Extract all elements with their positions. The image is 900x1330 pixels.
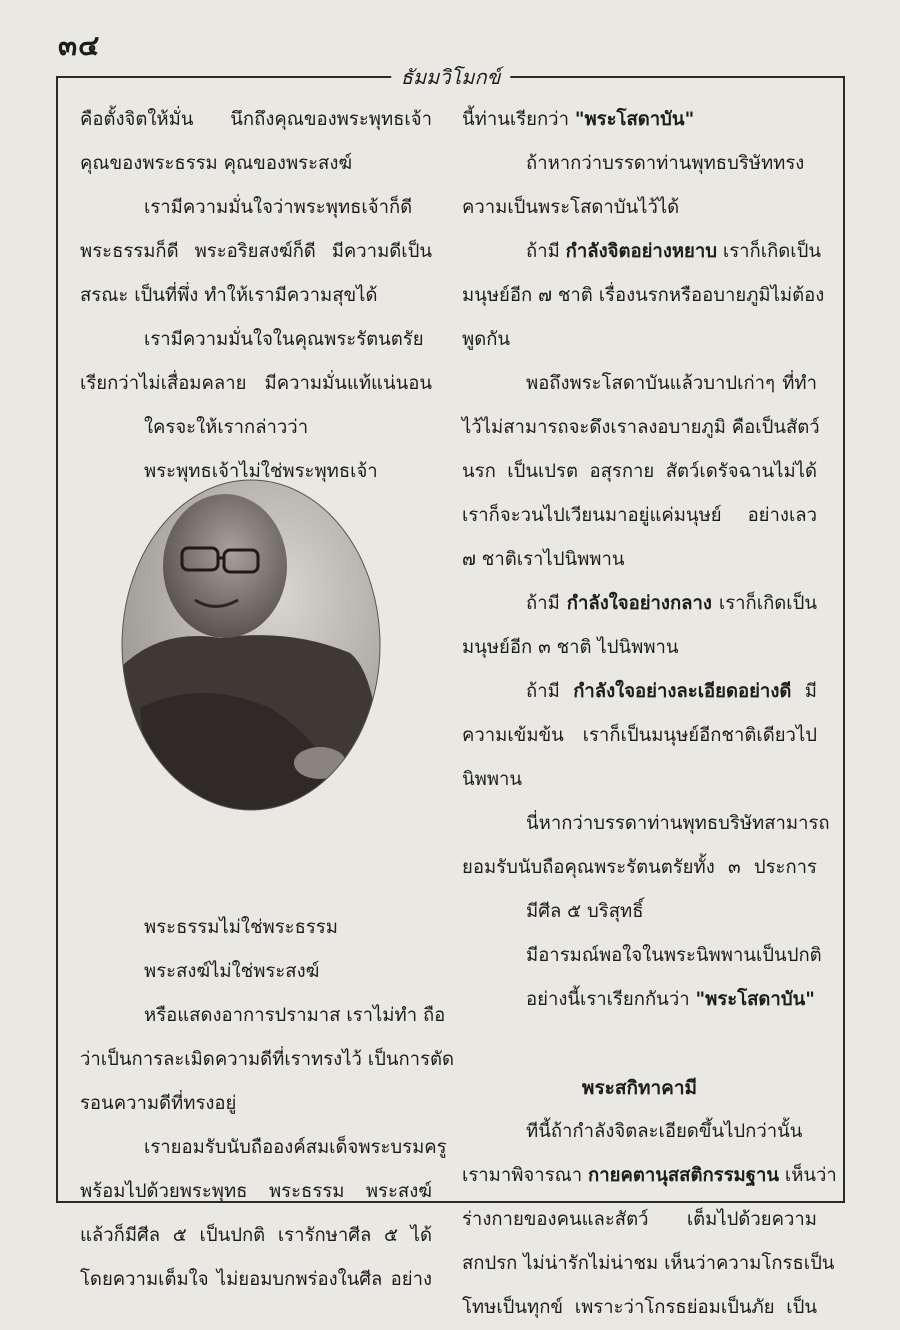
text-line: ว่าเป็นการละเมิดความดีที่เราทรงไว้ เป็นการตัด <box>80 1049 455 1070</box>
text-line: ร่างกายของคนและสัตว์ เต็มไปด้วยความ <box>462 1209 817 1230</box>
text-line: คุณของพระธรรม คุณของพระสงฆ์ <box>80 153 353 174</box>
text-line: ความเป็นพระโสดาบันไว้ได้ <box>462 197 680 218</box>
text-line: ทีนี้ถ้ากำลังจิตละเอียดขึ้นไปกว่านั้น <box>526 1121 803 1142</box>
text-line: ๗ ชาติเราไปนิพพาน <box>462 549 625 570</box>
text-line: มีศีล ๕ บริสุทธิ์ <box>526 901 644 922</box>
text-line: หรือแสดงอาการปรามาส เราไม่ทำ ถือ <box>144 1005 446 1026</box>
text-line: มีอารมณ์พอใจในพระนิพพานเป็นปกติ <box>526 945 822 966</box>
text-line: ถ้าหากว่าบรรดาท่านพุทธบริษัททรง <box>526 153 805 174</box>
text-line: นิพพาน <box>462 769 523 790</box>
emphasis-text: กำลังใจอย่างละเอียดอย่างดี <box>573 681 792 702</box>
text-line: ใครจะให้เรากล่าวว่า <box>144 417 309 438</box>
text-line: เราก็จะวนไปเวียนมาอยู่แค่มนุษย์ อย่างเลว <box>462 505 817 526</box>
emphasis-text: กายคตานุสสติกรรมฐาน <box>588 1165 779 1186</box>
text-line: แล้วก็มีศีล ๕ เป็นปกติ เรารักษาศีล ๕ ได้ <box>80 1225 432 1246</box>
text-frame <box>56 65 845 1318</box>
section-heading: พระสกิทาคามี <box>581 1077 698 1099</box>
text-line: เรามาพิจารณา กายคตานุสสติกรรมฐาน เห็นว่า <box>462 1165 837 1186</box>
emphasis-text: "พระโสดาบัน" <box>574 109 695 130</box>
text-line: พอถึงพระโสดาบันแล้วบาปเก่าๆ ที่ทำ <box>526 373 817 394</box>
text-line: พระพุทธเจ้าไม่ใช่พระพุทธเจ้า <box>144 461 378 482</box>
text-line: เรามีความมั่นใจว่าพระพุทธเจ้าก็ดี <box>144 197 413 218</box>
text-line: ยอมรับนับถือคุณพระรัตนตรัยทั้ง ๓ ประการ <box>462 857 817 878</box>
page-number: ๓๔ <box>58 29 101 62</box>
emphasis-text: กำลังจิตอย่างหยาบ <box>565 241 718 262</box>
right-column <box>462 98 837 1330</box>
text-line: มนุษย์อีก ๓ ชาติ ไปนิพพาน <box>462 637 679 658</box>
running-header: ธัมมวิโมกข์ <box>391 61 511 93</box>
text-line: พระธรรมก็ดี พระอริยสงฆ์ก็ดี มีความดีเป็น <box>80 241 432 262</box>
text-line: ถ้ามี กำลังใจอย่างกลาง เราก็เกิดเป็น <box>526 593 818 614</box>
text-line: เรียกว่าไม่เสื่อมคลาย มีความมั่นแท้แน่นอน <box>80 373 432 394</box>
text-line: สกปรก ไม่น่ารักไม่น่าชม เห็นว่าความโกรธเป็น <box>462 1253 835 1274</box>
emphasis-text: กำลังใจอย่างกลาง <box>566 593 712 614</box>
text-line: พร้อมไปด้วยพระพุทธ พระธรรม พระสงฆ์ <box>80 1181 432 1202</box>
text-line: ความเข้มข้น เราก็เป็นมนุษย์อีกชาติเดียวไป <box>462 725 817 746</box>
text-line: โดยความเต็มใจ ไม่ยอมบกพร่องในศีล อย่าง <box>80 1269 432 1290</box>
text-line: ถ้ามี กำลังใจอย่างละเอียดอย่างดี มี <box>526 681 817 702</box>
emphasis-text: "พระโสดาบัน" <box>695 989 815 1010</box>
text-line: โทษเป็นทุกข์ เพราะว่าโกรธย่อมเป็นภัย เป็น <box>462 1297 817 1318</box>
text-line: เรายอมรับนับถือองค์สมเด็จพระบรมครู <box>144 1137 447 1158</box>
text-line: อย่างนี้เราเรียกกันว่า "พระโสดาบัน" <box>526 989 815 1010</box>
monk-portrait-photo <box>120 478 382 812</box>
text-line: นี่หากว่าบรรดาท่านพุทธบริษัทสามารถ <box>526 813 830 834</box>
text-line: ไว้ไม่สามารถจะดึงเราลงอบายภูมิ คือเป็นสัตว์ <box>462 417 820 438</box>
text-line: คือตั้งจิตให้มั่น นึกถึงคุณของพระพุทธเจ้า <box>80 109 432 130</box>
text-line: ถ้ามี กำลังจิตอย่างหยาบ เราก็เกิดเป็น <box>526 241 822 262</box>
text-line: สรณะ เป็นที่พึ่ง ทำให้เรามีความสุขได้ <box>80 285 378 306</box>
text-line: เรามีความมั่นใจในคุณพระรัตนตรัย <box>144 329 424 350</box>
portrait-image <box>120 478 382 812</box>
text-line: นี้ท่านเรียกว่า "พระโสดาบัน" <box>462 109 695 130</box>
text-line: มนุษย์อีก ๗ ชาติ เรื่องนรกหรืออบายภูมิไม่ต้อง <box>462 285 825 306</box>
text-line: พูดกัน <box>462 329 511 350</box>
text-line: นรก เป็นเปรต อสุรกาย สัตว์เดรัจฉานไม่ได้ <box>462 461 817 482</box>
text-line: พระธรรมไม่ใช่พระธรรม <box>144 917 338 938</box>
text-line: พระสงฆ์ไม่ใช่พระสงฆ์ <box>144 961 320 982</box>
text-line: รอนความดีที่ทรงอยู่ <box>80 1093 237 1114</box>
